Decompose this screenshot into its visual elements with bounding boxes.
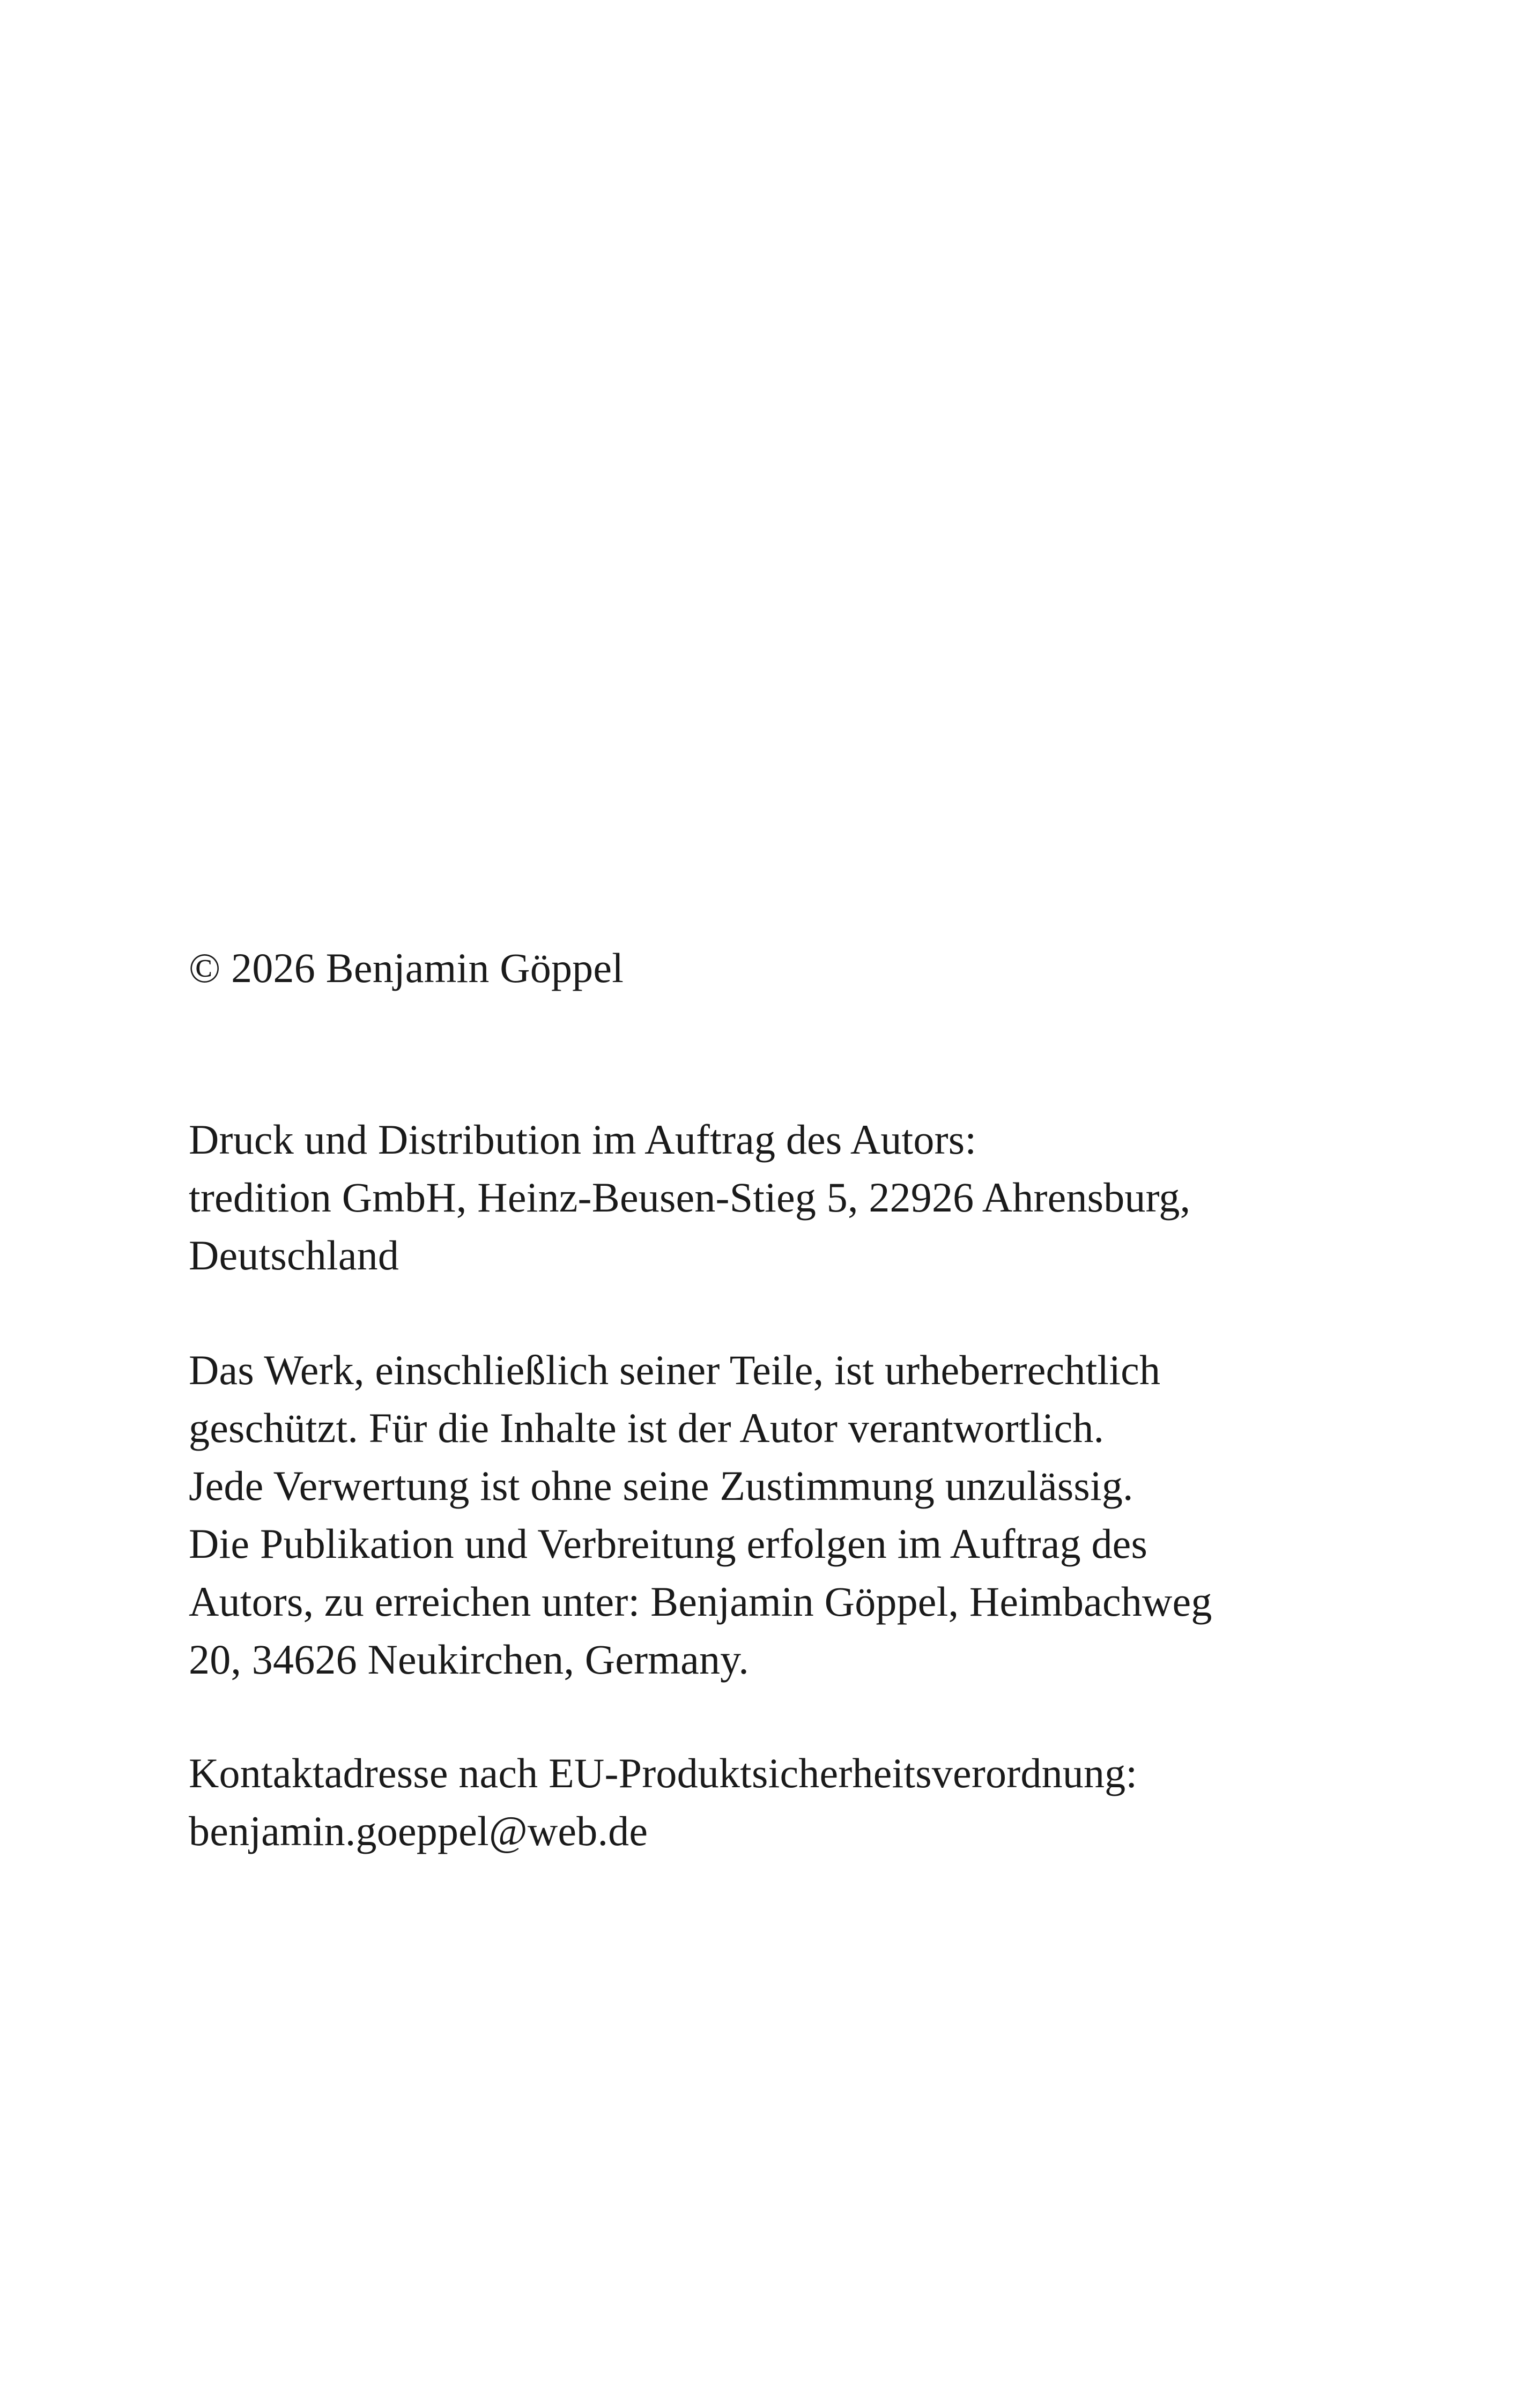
print-info-line: tredition GmbH, Heinz-Beusen-Stieg 5, 22926 Ahrensburg, bbox=[189, 1174, 1191, 1221]
copyright-line: © 2026 Benjamin Göppel bbox=[189, 945, 624, 991]
print-distribution-info bbox=[189, 1111, 1422, 1284]
contact-label-line: Kontaktadresse nach EU-Produktsicherheitsverordnung: bbox=[189, 1750, 1138, 1796]
rights-line: Autors, zu erreichen unter: Benjamin Göppel, Heimbachweg bbox=[189, 1578, 1212, 1625]
rights-line: Das Werk, einschließlich seiner Teile, ist urheberrechtlich bbox=[189, 1347, 1161, 1393]
print-info-line: Deutschland bbox=[189, 1232, 399, 1279]
print-info-line: Druck und Distribution im Auftrag des Autors: bbox=[189, 1116, 977, 1163]
contact-email: benjamin.goeppel@web.de bbox=[189, 1808, 648, 1854]
contact-info bbox=[189, 1744, 1422, 1860]
rights-line: geschützt. Für die Inhalte ist der Autor verantwortlich. bbox=[189, 1404, 1105, 1451]
rights-line: Die Publikation und Verbreitung erfolgen im Auftrag des bbox=[189, 1520, 1148, 1567]
rights-notice bbox=[189, 1341, 1422, 1689]
rights-line: 20, 34626 Neukirchen, Germany. bbox=[189, 1636, 749, 1683]
copyright-notice bbox=[189, 939, 1422, 997]
rights-line: Jede Verwertung ist ohne seine Zustimmung unzulässig. bbox=[189, 1462, 1133, 1509]
